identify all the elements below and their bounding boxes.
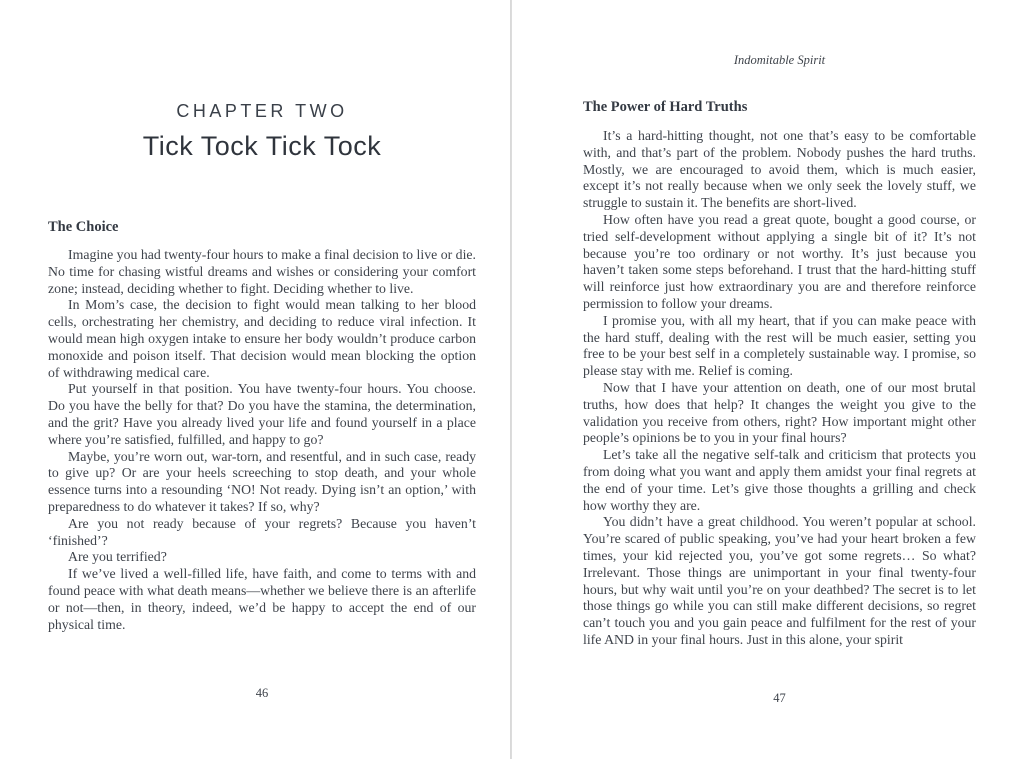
paragraph: Are you not ready because of your regrets? Because you haven’t ‘finished’? [48,515,476,548]
section-heading-the-choice: The Choice [48,219,119,235]
paragraph: Maybe, you’re worn out, war-torn, and resentful, and in such case, ready to give up? Or are your heels screeching to stop death, and your whole essence turns into a resounding ‘NO! Not ready. Dying isn’t an option,’ with preparedness to do whatever it takes? If so, why? [48,448,476,514]
paragraph: Let’s take all the negative self-talk and criticism that protects you from doing what you want and apply them amidst your final regrets at the end of your time. Let’s give those thoughts a grilling and check how worthy they are. [583,447,976,513]
page-number-right: 47 [773,691,786,705]
paragraph: It’s a hard-hitting thought, not one that’s easy to be comfortable with, and that’s part of the problem. Nobody pushes the hard truths. Mostly, we are encouraged to avoid them, which is much easier, except it’s not really because when we only seek the lovely stuff, we struggle to sustain it. The benefits are short-lived. [583,128,976,211]
page-left [48,0,476,759]
paragraph: Put yourself in that position. You have twenty-four hours. You choose. Do you have the belly for that? Do you have the stamina, the determination, and the grit? Have you already lived your life and found yourself in a place where you’re satisfied, fulfilled, and happy to go? [48,381,476,447]
paragraph: Are you terrified? [68,549,167,565]
paragraph: If we’ve lived a well-filled life, have faith, and come to terms with and found peace with what death means—whether we believe there is an afterlife or not—then, in theory, indeed, we’d be happy to accept the end of our physical time. [48,566,476,632]
right-body-text [583,128,976,649]
paragraph: In Mom’s case, the decision to fight would mean talking to her blood cells, orchestrating her chemistry, and deciding to reduce viral infection. It would mean high oxygen intake to ensure her body wouldn’t produce carbon monoxide and poison itself. That decision would mean blocking the option of withdrawing medical care. [48,297,476,380]
paragraph: Now that I have your attention on death, one of our most brutal truths, how does that help? It changes the weight you give to the validation you receive from others, right? How important might other people’s opinions be to you in your final hours? [583,379,976,446]
paragraph: How often have you read a great quote, bought a good course, or tried self-development without applying a single bit of it? It’s not because you’re too ordinary or not worthy. It’s just because you haven’t taken some steps beforehand. I trust that the hard-hitting stuff will reinforce just how extraordinary you are and therefore reinforce permission to follow your dreams. [583,211,976,311]
left-body-text [48,247,476,633]
running-header: Indomitable Spirit [733,53,826,67]
chapter-label: CHAPTER TWO [176,101,348,121]
page-right [583,0,976,759]
chapter-title: Tick Tock Tick Tock [142,131,382,161]
section-heading-power-of-hard-truths: The Power of Hard Truths [583,99,748,115]
paragraph: Imagine you had twenty-four hours to make a final decision to live or die. No time for chasing wistful dreams and wishes or considering your comfort zone; instead, deciding whether to fight. Deciding whether to live. [48,247,476,296]
paragraph: I promise you, with all my heart, that if you can make peace with the hard stuff, dealing with the rest will be much easier, setting you free to be your best self in a completely sustainable way. I promise, so please stay with me. Relief is coming. [583,312,976,379]
page-gutter-divider [510,0,512,759]
page-number-left: 46 [255,686,269,700]
paragraph: You didn’t have a great childhood. You weren’t popular at school. You’re scared of public speaking, you’ve had your heart broken a few times, your kid rejected you, you’ve got some regrets… So what? Irrelevant. Those things are unimportant in your final twenty-four hours, but why wait until you’re on your deathbed? The secret is to let those things go while you can still make different decisions, so regret can’t touch you and you gain peace and fulfilment for the rest of your life AND in your final hours. Just in this alone, your spirit [583,514,976,647]
